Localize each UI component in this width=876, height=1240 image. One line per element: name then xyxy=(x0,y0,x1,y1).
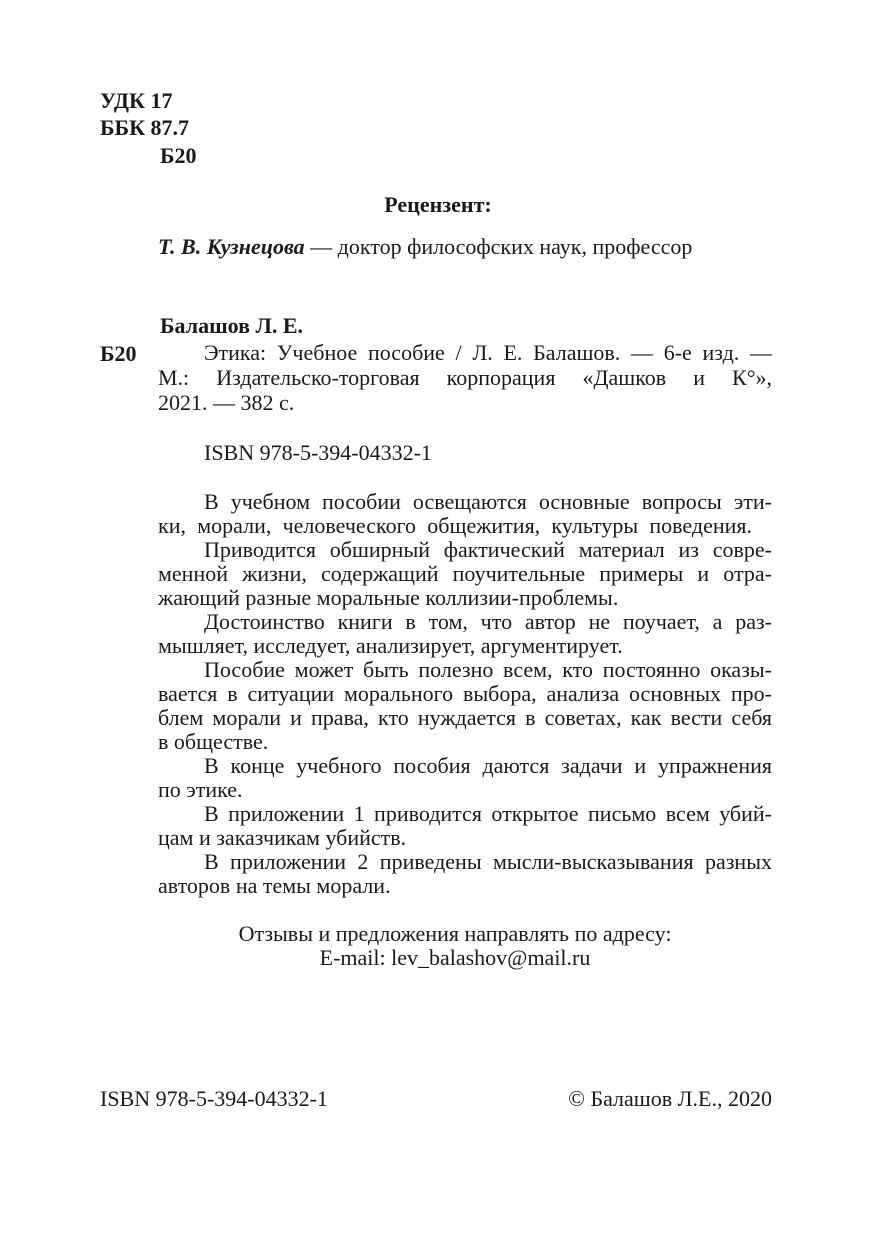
annotation-line: вается в ситуации морального выбора, анализа основных про- xyxy=(158,681,772,706)
annotation-line: менной жизни, содержащий поучительные примеры и отра- xyxy=(158,561,772,586)
footer-copyright: © Балашов Л.Е., 2020 xyxy=(568,1086,772,1111)
annotation-line: В конце учебного пособия даются задачи и упражнения xyxy=(204,753,772,778)
annotation-line: ки, морали, человеческого общежития, культуры поведения. xyxy=(158,513,752,538)
annotation-line: цам и заказчикам убийств. xyxy=(158,825,407,850)
bibliography-author: Балашов Л. Е. xyxy=(160,313,304,338)
annotation-line: в обществе. xyxy=(158,729,269,754)
footer-isbn: ISBN 978-5-394-04332-1 xyxy=(100,1086,328,1111)
bibliography-line: 2021. — 382 с. xyxy=(158,390,295,415)
annotation-line: блем морали и права, кто нуждается в советах, как вести себя xyxy=(158,705,772,730)
bibliography-mark: Б20 xyxy=(100,341,137,366)
annotation-line: В учебном пособии освещаются основные вопросы эти- xyxy=(204,489,772,514)
annotation-line: жающий разные моральные коллизии-проблемы. xyxy=(158,585,619,610)
feedback-text: Отзывы и предложения направлять по адресу: xyxy=(238,921,672,946)
annotation-line: Достоинство книги в том, что автор не поучает, а раз- xyxy=(204,609,772,634)
bbk-code: ББК 87.7 xyxy=(100,115,190,140)
annotation-line: по этике. xyxy=(158,777,243,802)
annotation-line: авторов на темы морали. xyxy=(158,873,391,898)
bibliography-line: М.: Издательско-торговая корпорация «Дашков и К°», xyxy=(158,365,772,390)
annotation-line: мышляет, исследует, анализирует, аргументирует. xyxy=(158,633,623,658)
annotation-line: Приводится обширный фактический материал из совре- xyxy=(204,537,772,562)
feedback-email: E-mail: lev_balashov@mail.ru xyxy=(319,945,591,970)
reviewer-description: — доктор философских наук, профессор xyxy=(304,234,693,259)
udk-code: УДК 17 xyxy=(100,88,173,113)
bibliography-line: Этика: Учебное пособие / Л. Е. Балашов. — 6-е изд. — xyxy=(204,340,772,365)
reviewer-line xyxy=(158,234,692,260)
annotation-line: В приложении 1 приводится открытое письмо всем убий- xyxy=(204,801,772,826)
bibliography-isbn: ISBN 978-5-394-04332-1 xyxy=(204,440,432,465)
reviewer-name: Т. В. Кузнецова xyxy=(158,234,305,259)
reviewer-heading: Рецензент: xyxy=(384,192,492,217)
author-mark: Б20 xyxy=(160,143,197,168)
annotation-line: Пособие может быть полезно всем, кто постоянно оказы- xyxy=(204,657,772,682)
annotation-line: В приложении 2 приведены мысли-высказывания разных xyxy=(204,849,772,874)
